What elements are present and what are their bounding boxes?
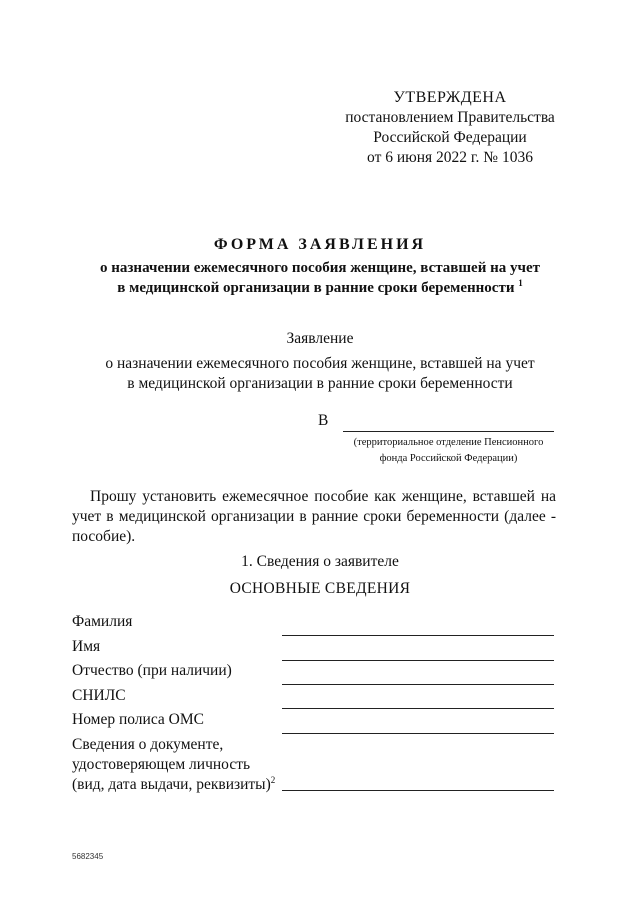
form-title: ФОРМА ЗАЯВЛЕНИЯ bbox=[213, 236, 427, 253]
approval-line-2: Российской Федерации bbox=[373, 129, 527, 146]
approval-line-1: постановлением Правительства bbox=[345, 109, 555, 126]
footnote-mark-1: 1 bbox=[518, 278, 523, 288]
approval-line-3: от 6 июня 2022 г. № 1036 bbox=[367, 149, 533, 166]
request-text: Прошу установить ежемесячное пособие как женщине, вставшей на учет в медицинской организации в ранние сроки беременности (далее - пособие). bbox=[72, 488, 556, 545]
section-1-title: 1. Сведения о заявителе bbox=[241, 553, 399, 570]
form-subtitle-line-1: о назначении ежемесячного пособия женщине, вставшей на учет bbox=[100, 260, 540, 276]
recipient-hint bbox=[343, 435, 554, 467]
application-subtitle bbox=[60, 354, 580, 394]
id-document-label-line-3 bbox=[72, 775, 275, 795]
application-heading: Заявление bbox=[286, 330, 354, 347]
oms-label: Номер полиса ОМС bbox=[72, 711, 204, 728]
form-subtitle bbox=[60, 258, 580, 298]
snils-label: СНИЛС bbox=[72, 687, 126, 704]
request-paragraph bbox=[72, 487, 556, 547]
form-subtitle-line-2-text: в медицинской организации в ранние сроки беременности bbox=[117, 280, 515, 296]
recipient-hint-line-1: (территориальное отделение Пенсионного bbox=[353, 437, 544, 448]
id-document-label-line-2: удостоверяющем личность bbox=[72, 756, 251, 773]
footnote-mark-2: 2 bbox=[270, 774, 276, 785]
approval-title: УТВЕРЖДЕНА bbox=[393, 89, 507, 106]
recipient-hint-line-2: фонда Российской Федерации) bbox=[379, 453, 518, 464]
recipient-prefix: В bbox=[318, 412, 329, 429]
section-1-subtitle: ОСНОВНЫЕ СВЕДЕНИЯ bbox=[229, 580, 411, 597]
snils-field[interactable] bbox=[282, 708, 554, 709]
surname-field[interactable] bbox=[282, 635, 554, 636]
form-subtitle-line-2 bbox=[60, 278, 580, 298]
name-field[interactable] bbox=[282, 660, 554, 661]
id-document-label-line-1: Сведения о документе, bbox=[72, 736, 224, 753]
patronymic-label: Отчество (при наличии) bbox=[72, 662, 232, 679]
recipient-input-line[interactable] bbox=[343, 431, 554, 432]
surname-label: Фамилия bbox=[72, 613, 133, 630]
id-document-label-line-3-text: (вид, дата выдачи, реквизиты) bbox=[72, 776, 271, 793]
approval-block bbox=[330, 88, 570, 168]
id-document-field[interactable] bbox=[282, 790, 554, 791]
document-number: 5682345 bbox=[72, 852, 104, 861]
patronymic-field[interactable] bbox=[282, 684, 554, 685]
oms-field[interactable] bbox=[282, 733, 554, 734]
application-subtitle-line-1: о назначении ежемесячного пособия женщине, вставшей на учет bbox=[105, 355, 535, 372]
name-label: Имя bbox=[72, 638, 101, 655]
application-subtitle-line-2: в медицинской организации в ранние сроки беременности bbox=[127, 375, 513, 392]
id-document-label bbox=[72, 735, 275, 795]
